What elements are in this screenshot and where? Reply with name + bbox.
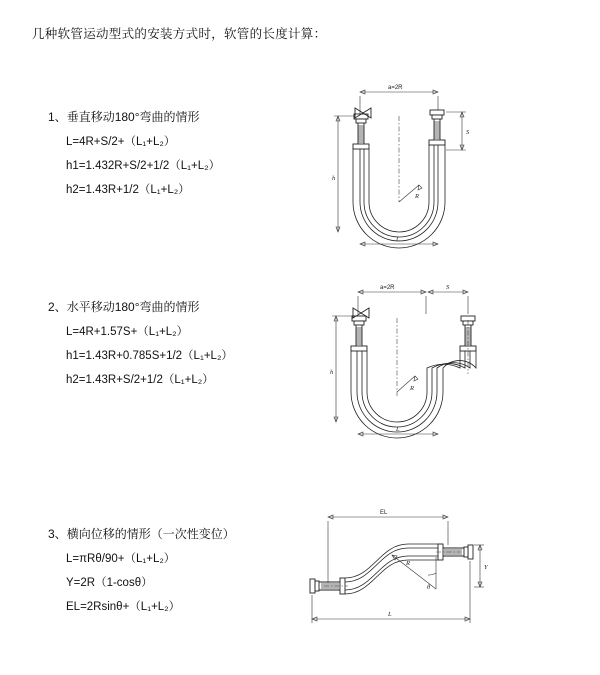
section-3-heading [48, 525, 298, 542]
section-3-formula-3: EL=2Rsinθ+（L₁+L₂） [66, 601, 181, 613]
section-3-text [48, 525, 298, 622]
section-1-heading-text: 垂直移动180°弯曲的情形 [66, 110, 200, 124]
section-1-figure [298, 72, 488, 272]
section-1-formula-3: h2=1.43R+1/2（L₁+L₂） [66, 184, 190, 196]
dim-label-s-2: S [446, 284, 450, 291]
section-1-heading [48, 108, 298, 125]
section-1-index: 1、 [48, 110, 67, 124]
section-2-heading [48, 298, 298, 315]
dim-label-r-3: R [406, 560, 410, 567]
page-title: 几种软管运动型式的安装方式时，软管的长度计算： [32, 27, 327, 41]
dim-label-l-3: L [388, 611, 392, 618]
section-1-formula-2: h1=1.432R+S/2+1/2（L₁+L₂） [66, 160, 221, 172]
section-3-formula-2: Y=2R（1-cosθ） [66, 577, 153, 589]
section-2-formula-1: L=4R+1.57S+（L₁+L₂） [66, 326, 189, 338]
lateral-offset-diagram [288, 497, 498, 642]
dim-label-el: EL [380, 510, 388, 516]
section-2-formula-3: h2=1.43R+S/2+1/2（L₁+L₂） [66, 374, 214, 386]
dim-label-y: Y [484, 564, 488, 571]
section-2-text [48, 298, 298, 395]
section-3-heading-text: 横向位移的情形（一次性变位） [66, 527, 235, 541]
dim-label-s: S [466, 129, 470, 136]
dim-label-a2r-2: a=2R [380, 285, 395, 291]
section-1-text [48, 108, 298, 205]
section-2-heading-text: 水平移动180°弯曲的情形 [66, 300, 200, 314]
dim-label-a2r: a=2R [388, 85, 403, 91]
horizontal-180-bend-diagram [298, 270, 498, 460]
dim-label-r-2: R [410, 385, 414, 392]
dim-label-r: R [415, 193, 419, 200]
section-2-figure [298, 270, 498, 460]
section-2-formula-2: h1=1.43R+0.785S+1/2（L₁+L₂） [66, 350, 233, 362]
section-1-formula-1: L=4R+S/2+（L₁+L₂） [66, 136, 176, 148]
section-2-index: 2、 [48, 300, 67, 314]
dim-label-h-2: h [330, 369, 334, 376]
dim-label-h: h [332, 175, 336, 182]
dim-label-l: L [396, 236, 400, 243]
vertical-180-bend-diagram [298, 72, 488, 272]
dim-label-l-2: L [396, 426, 400, 433]
section-3-formula-1: L=πRθ/90+（L₁+L₂） [66, 553, 176, 565]
section-3-figure [288, 497, 498, 642]
section-3-index: 3、 [48, 527, 67, 541]
dim-label-theta: θ [427, 584, 431, 591]
